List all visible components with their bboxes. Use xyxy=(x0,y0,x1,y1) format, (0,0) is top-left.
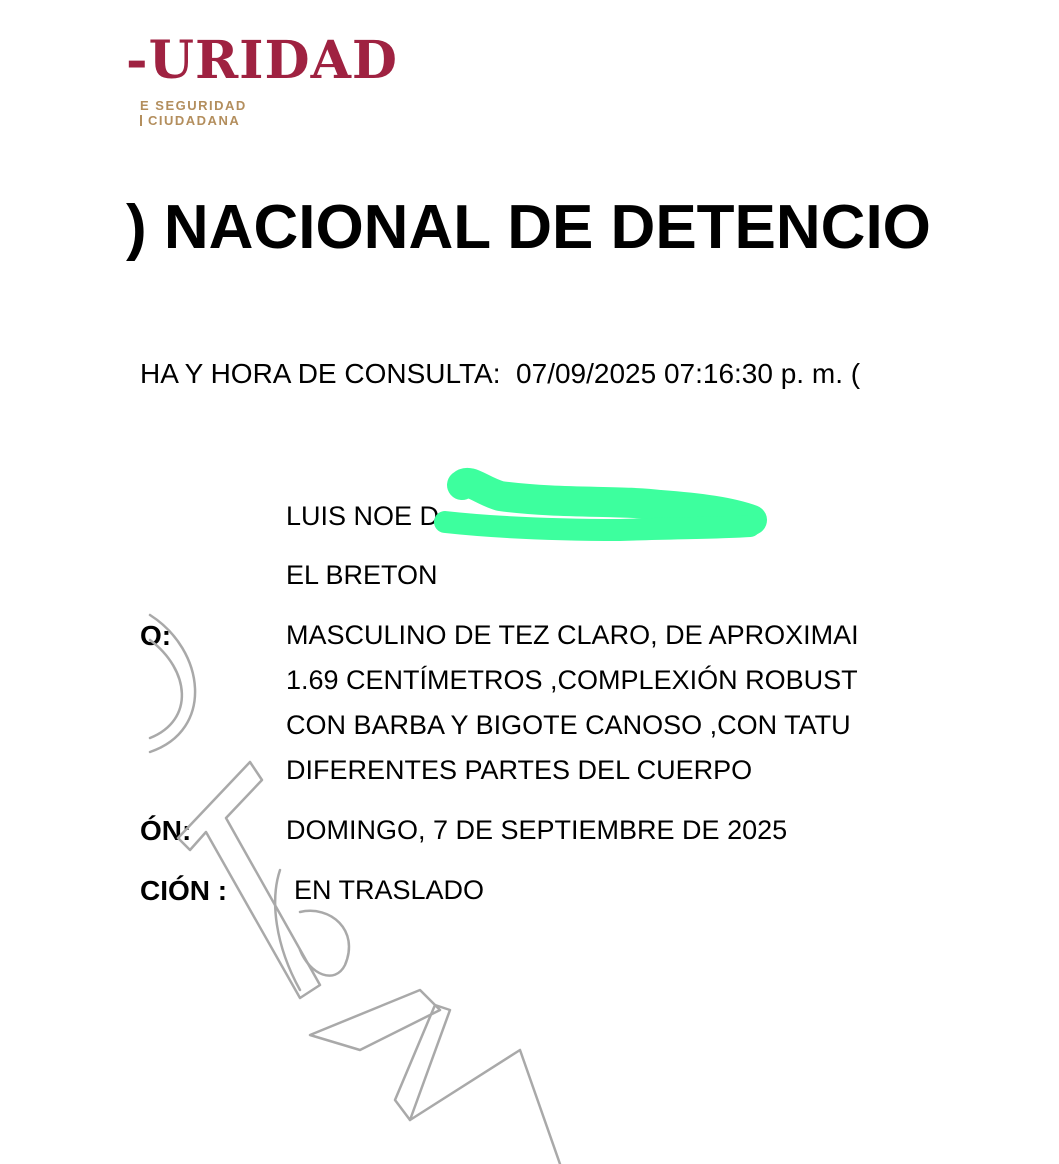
nombre-value: LUIS NOE D xyxy=(286,501,440,531)
consulta-label: HA Y HORA DE CONSULTA: xyxy=(140,358,501,389)
alias-value: EL BRETON xyxy=(286,560,438,590)
situacion-label: CIÓN : xyxy=(140,875,228,906)
descripcion-line-4: DIFERENTES PARTES DEL CUERPO xyxy=(286,755,753,785)
fecha-label: ÓN: xyxy=(140,815,192,846)
document-title-fragment: ) xyxy=(126,193,147,262)
fecha-value: DOMINGO, 7 DE SEPTIEMBRE DE 2025 xyxy=(286,815,788,845)
logo-title-text: URIDAD xyxy=(148,30,399,91)
logo-title-fragment: - xyxy=(126,30,149,91)
logo-subtitle-1: E SEGURIDAD xyxy=(140,98,247,113)
descripcion-line-2: 1.69 CENTÍMETROS ,COMPLEXIÓN ROBUST xyxy=(286,665,858,695)
descripcion-line-1: MASCULINO DE TEZ CLARO, DE APROXIMAI xyxy=(286,620,859,650)
logo-subtitle-2-text: CIUDADANA xyxy=(148,113,241,128)
document-title-text: NACIONAL DE DETENCIO xyxy=(163,193,931,262)
descripcion-line-3: CON BARBA Y BIGOTE CANOSO ,CON TATU xyxy=(286,710,851,740)
redaction-stroke-lower xyxy=(445,522,750,530)
situacion-value: EN TRASLADO xyxy=(294,875,485,905)
descripcion-label: O: xyxy=(140,620,172,651)
redaction-stroke xyxy=(462,483,752,520)
consulta-value: 07/09/2025 07:16:30 p. m. ( xyxy=(516,358,861,389)
